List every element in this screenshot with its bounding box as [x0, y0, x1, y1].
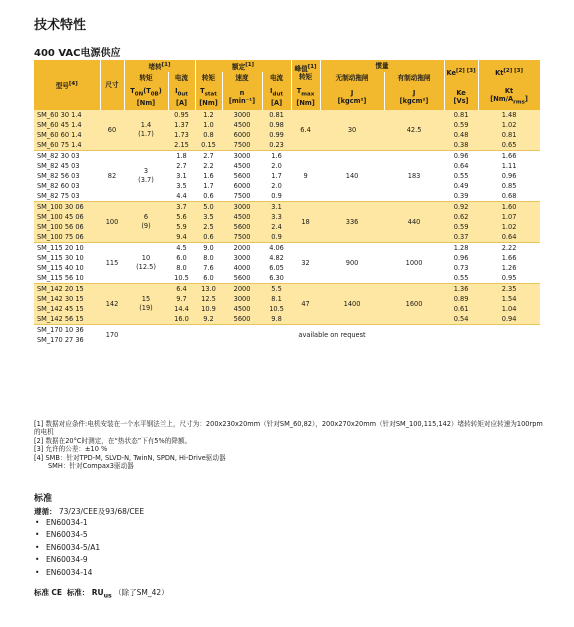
rated-current-cell: 6.30	[262, 273, 291, 284]
footnote: SMH：针对Compax3驱动器	[48, 462, 134, 471]
stall-current-cell: 9.4	[168, 232, 195, 243]
ke-cell: 0.59	[444, 120, 478, 130]
ke-cell: 0.54	[444, 314, 478, 325]
model-cell: SM_82 45 03	[34, 161, 100, 171]
table-row	[34, 110, 540, 120]
kt-cell: 0.95	[478, 273, 540, 284]
rated-speed-cell: 5600	[222, 222, 262, 232]
rated-current-cell: 8.1	[262, 294, 291, 304]
footnote: [2] 数据在20°C时测定，在“热状态”下有5%的降额。	[34, 436, 192, 445]
size-cell: 142	[100, 284, 124, 325]
spec-table-wrapper	[34, 60, 540, 345]
peak-torque-cell: 18	[291, 202, 320, 243]
rated-speed-cell: 2000	[222, 284, 262, 295]
header-model: 型号[4]	[34, 60, 100, 110]
unit-j-with-brake: J [kgcm²]	[384, 84, 444, 110]
table-row	[34, 325, 540, 336]
rated-speed-cell: 4500	[222, 212, 262, 222]
rated-torque-cell: 8.0	[195, 253, 222, 263]
stall-current-cell: 5.9	[168, 222, 195, 232]
rated-current-cell: 0.23	[262, 140, 291, 151]
table-row	[34, 151, 540, 162]
peak-torque-cell: 32	[291, 243, 320, 284]
header-rated-current: 电流	[262, 72, 291, 84]
rated-current-cell: 0.9	[262, 191, 291, 202]
rated-speed-cell: 3000	[222, 202, 262, 213]
stall-current-cell: 5.6	[168, 212, 195, 222]
rated-torque-cell: 2.2	[195, 161, 222, 171]
unit-stall-current: $I_{0ut}$ [A]	[168, 84, 195, 110]
rated-torque-cell: 1.2	[195, 110, 222, 120]
model-cell: SM_82 60 03	[34, 181, 100, 191]
model-cell: SM_60 75 1.4	[34, 140, 100, 151]
rated-torque-cell: 0.15	[195, 140, 222, 151]
bullet-icon: •	[35, 530, 40, 540]
standards-list	[30, 517, 100, 579]
bullet-icon: •	[35, 567, 40, 577]
kt-cell: 1.54	[478, 294, 540, 304]
kt-cell: 1.02	[478, 120, 540, 130]
kt-cell: 1.26	[478, 263, 540, 273]
header-stall: 堵转[1]	[124, 60, 195, 72]
peak-torque-cell: 47	[291, 284, 320, 325]
rated-torque-cell: 12.5	[195, 294, 222, 304]
ce-mark-icon: CE	[51, 588, 63, 597]
rated-current-cell: 9.8	[262, 314, 291, 325]
rated-current-cell: 0.81	[262, 110, 291, 120]
size-cell: 60	[100, 110, 124, 151]
stall-torque-cell	[124, 151, 168, 202]
model-cell: SM_100 45 06	[34, 212, 100, 222]
ke-cell: 0.55	[444, 273, 478, 284]
inertia-brake-cell: 183	[384, 151, 444, 202]
rated-current-cell: 0.99	[262, 130, 291, 140]
stall-torque-brake-value: (12.5)	[136, 263, 156, 271]
stall-current-cell: 6.0	[168, 253, 195, 263]
ke-cell: 0.64	[444, 161, 478, 171]
stall-torque-cell	[124, 284, 168, 325]
certification-marks: 标准 CE 标准： $RU_{us}$ （除了SM_42）	[34, 588, 169, 600]
rated-torque-cell: 0.8	[195, 130, 222, 140]
header-rated-torque: 转矩	[195, 72, 222, 84]
list-item: • EN60034-1	[44, 517, 100, 529]
rated-speed-cell: 5600	[222, 273, 262, 284]
ke-cell: 0.59	[444, 222, 478, 232]
model-cell: SM_142 30 15	[34, 294, 100, 304]
stall-torque-value: 3	[143, 167, 149, 175]
rated-current-cell: 6.05	[262, 263, 291, 273]
ke-cell: 0.38	[444, 140, 478, 151]
rated-current-cell: 2.4	[262, 222, 291, 232]
rated-current-cell: 3.1	[262, 202, 291, 213]
unit-ke: Ke [Vs]	[444, 84, 478, 110]
ke-cell: 0.62	[444, 212, 478, 222]
stall-current-cell: 14.4	[168, 304, 195, 314]
inertia-brake-cell: 1000	[384, 243, 444, 284]
stall-torque-cell	[124, 243, 168, 284]
ul-mark-icon: $RU_{us}$	[91, 588, 112, 600]
rated-speed-cell: 3000	[222, 253, 262, 263]
model-cell: SM_82 30 03	[34, 151, 100, 162]
list-item: • EN60034-9	[44, 554, 100, 566]
stall-current-cell: 3.5	[168, 181, 195, 191]
header-peak: 峰值[1] 转矩	[291, 60, 320, 84]
stall-current-cell: 16.0	[168, 314, 195, 325]
rated-torque-cell: 9.0	[195, 243, 222, 254]
kt-cell: 0.65	[478, 140, 540, 151]
rated-torque-cell: 1.6	[195, 171, 222, 181]
stall-current-cell: 2.7	[168, 161, 195, 171]
kt-cell: 2.35	[478, 284, 540, 295]
ke-cell: 0.89	[444, 294, 478, 304]
inertia-brake-cell: 1600	[384, 284, 444, 325]
size-cell: 82	[100, 151, 124, 202]
rated-current-cell: 5.5	[262, 284, 291, 295]
kt-cell: 0.81	[478, 130, 540, 140]
rated-speed-cell: 3000	[222, 110, 262, 120]
stall-current-cell: 3.7	[168, 202, 195, 213]
model-cell: SM_100 30 06	[34, 202, 100, 213]
inertia-brake-cell: 42.5	[384, 110, 444, 151]
stall-torque-value: 15	[141, 295, 151, 303]
list-item: • EN60034-5/A1	[44, 542, 100, 554]
stall-torque-brake-value: (9)	[141, 222, 151, 230]
header-rated: 额定[1]	[195, 60, 291, 72]
kt-cell: 1.07	[478, 212, 540, 222]
model-cell: SM_82 75 03	[34, 191, 100, 202]
rated-torque-cell: 5.0	[195, 202, 222, 213]
stall-current-cell: 4.4	[168, 191, 195, 202]
rated-speed-cell: 3000	[222, 294, 262, 304]
model-cell: SM_115 56 10	[34, 273, 100, 284]
section-subtitle: 400 VAC电源供应	[34, 48, 121, 59]
page-title: 技术特性	[34, 18, 87, 33]
model-cell: SM_115 20 10	[34, 243, 100, 254]
header-stall-torque: 转矩	[124, 72, 168, 84]
unit-peak: $T_{max}$ [Nm]	[291, 84, 320, 110]
list-item: • EN60034-5	[44, 529, 100, 541]
kt-cell: 0.68	[478, 191, 540, 202]
stall-torque-value: 6	[143, 213, 149, 221]
kt-cell: 0.64	[478, 232, 540, 243]
bullet-icon: •	[35, 518, 40, 527]
rated-speed-cell: 4500	[222, 161, 262, 171]
model-cell: SM_100 75 06	[34, 232, 100, 243]
model-cell: SM_115 30 10	[34, 253, 100, 263]
kt-cell: 1.11	[478, 161, 540, 171]
kt-cell: 2.22	[478, 243, 540, 254]
stall-current-cell: 8.0	[168, 263, 195, 273]
inertia-brake-cell: 440	[384, 202, 444, 243]
unit-rated-speed: n [min⁻¹]	[222, 84, 262, 110]
ke-cell: 0.39	[444, 191, 478, 202]
rated-torque-cell: 1.7	[195, 181, 222, 191]
kt-cell: 1.60	[478, 202, 540, 213]
rated-speed-cell: 4500	[222, 120, 262, 130]
model-cell: SM_60 45 1.4	[34, 120, 100, 130]
unit-rated-current: $I_{dut}$ [A]	[262, 84, 291, 110]
stall-current-cell: 9.7	[168, 294, 195, 304]
list-item: • EN60034-14	[44, 567, 100, 579]
stall-torque-value: 10	[141, 254, 151, 262]
rated-current-cell: 0.98	[262, 120, 291, 130]
size-cell: 115	[100, 243, 124, 284]
rated-speed-cell: 6000	[222, 181, 262, 191]
ke-cell: 0.61	[444, 304, 478, 314]
header-kt: Kt[2] [3]	[478, 60, 540, 84]
kt-cell: 0.85	[478, 181, 540, 191]
ke-cell: 0.92	[444, 202, 478, 213]
header-size: 尺寸	[100, 60, 124, 110]
rated-torque-cell: 9.2	[195, 314, 222, 325]
unit-rated-torque: $T_{stat}$ [Nm]	[195, 84, 222, 110]
peak-torque-cell: 6.4	[291, 110, 320, 151]
header-ke: Ke[2] [3]	[444, 60, 478, 84]
rated-current-cell: 2.0	[262, 161, 291, 171]
kt-cell: 0.94	[478, 314, 540, 325]
standards-heading: 标准	[34, 494, 53, 504]
request-cell: available on request	[124, 325, 540, 346]
rated-current-cell: 2.0	[262, 181, 291, 191]
table-row	[34, 284, 540, 295]
rated-speed-cell: 7500	[222, 140, 262, 151]
kt-cell: 1.66	[478, 253, 540, 263]
stall-torque-brake-value: (1.7)	[138, 130, 154, 138]
stall-torque-brake-value: (19)	[139, 304, 153, 312]
ke-cell: 0.37	[444, 232, 478, 243]
stall-current-cell: 3.1	[168, 171, 195, 181]
rated-speed-cell: 6000	[222, 130, 262, 140]
kt-cell: 1.48	[478, 110, 540, 120]
rated-torque-cell: 7.6	[195, 263, 222, 273]
header-stall-current: 电流	[168, 72, 195, 84]
size-cell: 100	[100, 202, 124, 243]
model-cell: SM_142 45 15	[34, 304, 100, 314]
model-cell: SM_100 56 06	[34, 222, 100, 232]
model-cell: SM_115 40 10	[34, 263, 100, 273]
rated-current-cell: 4.06	[262, 243, 291, 254]
rated-current-cell: 4.82	[262, 253, 291, 263]
directives-line: 遵循： 73/23/CEE及93/68/CEE	[34, 507, 145, 516]
table-body	[34, 110, 540, 345]
stall-torque-cell	[124, 110, 168, 151]
rated-speed-cell: 5600	[222, 171, 262, 181]
model-cell: SM_82 56 03	[34, 171, 100, 181]
stall-current-cell: 6.4	[168, 284, 195, 295]
rated-torque-cell: 0.6	[195, 232, 222, 243]
unit-stall-torque: $T_{0N}(T_{0B})$ [Nm]	[124, 84, 168, 110]
stall-current-cell: 1.73	[168, 130, 195, 140]
model-cell: SM_142 20 15	[34, 284, 100, 295]
inertia-no-brake-cell: 900	[320, 243, 384, 284]
size-cell: 170	[100, 325, 124, 346]
kt-cell: 1.04	[478, 304, 540, 314]
rated-current-cell: 0.9	[262, 232, 291, 243]
rated-speed-cell: 7500	[222, 232, 262, 243]
bullet-icon: •	[35, 555, 40, 565]
header-inertia: 惯量	[320, 60, 444, 72]
kt-cell: 1.02	[478, 222, 540, 232]
footnotes	[34, 420, 544, 470]
rated-torque-cell: 6.0	[195, 273, 222, 284]
stall-current-cell: 1.37	[168, 120, 195, 130]
model-cell: SM_170 10 36	[34, 325, 100, 336]
rated-speed-cell: 7500	[222, 191, 262, 202]
rated-torque-cell: 1.0	[195, 120, 222, 130]
rated-current-cell: 1.7	[262, 171, 291, 181]
model-cell: SM_60 60 1.4	[34, 130, 100, 140]
footnote: [3] 允许的公差：±10 %	[34, 445, 108, 454]
ke-cell: 0.48	[444, 130, 478, 140]
rated-current-cell: 10.5	[262, 304, 291, 314]
ke-cell: 0.55	[444, 171, 478, 181]
rated-current-cell: 3.3	[262, 212, 291, 222]
bullet-icon: •	[35, 542, 40, 552]
stall-current-cell: 10.5	[168, 273, 195, 284]
stall-current-cell: 4.5	[168, 243, 195, 254]
kt-cell: 1.66	[478, 151, 540, 162]
rated-torque-cell: 2.7	[195, 151, 222, 162]
kt-cell: 0.96	[478, 171, 540, 181]
ke-cell: 1.36	[444, 284, 478, 295]
rated-speed-cell: 5600	[222, 314, 262, 325]
rated-torque-cell: 0.6	[195, 191, 222, 202]
table-row	[34, 243, 540, 254]
inertia-no-brake-cell: 140	[320, 151, 384, 202]
rated-torque-cell: 13.0	[195, 284, 222, 295]
unit-j-no-brake: J [kgcm²]	[320, 84, 384, 110]
ke-cell: 0.96	[444, 151, 478, 162]
inertia-no-brake-cell: 1400	[320, 284, 384, 325]
model-cell: SM_170 27 36	[34, 335, 100, 345]
rated-speed-cell: 4500	[222, 304, 262, 314]
unit-kt: Kt $[Nm/A_{rms}]$	[478, 84, 540, 110]
model-cell: SM_60 30 1.4	[34, 110, 100, 120]
footnote: [4] SMB：针对TPD-M, SLVD-N, TwinN, SPDN, Hi-Drive驱动器	[34, 453, 226, 462]
stall-current-cell: 2.15	[168, 140, 195, 151]
header-with-brake: 有制动拖闸	[384, 72, 444, 84]
stall-torque-cell	[124, 202, 168, 243]
rated-speed-cell: 3000	[222, 151, 262, 162]
rated-speed-cell: 4000	[222, 263, 262, 273]
rated-speed-cell: 2000	[222, 243, 262, 254]
ke-cell: 0.96	[444, 253, 478, 263]
rated-current-cell: 1.6	[262, 151, 291, 162]
rated-torque-cell: 10.9	[195, 304, 222, 314]
spec-table	[34, 60, 541, 345]
rated-torque-cell: 3.5	[195, 212, 222, 222]
ke-cell: 0.73	[444, 263, 478, 273]
stall-current-cell: 1.8	[168, 151, 195, 162]
ke-cell: 1.28	[444, 243, 478, 254]
ke-cell: 0.81	[444, 110, 478, 120]
inertia-no-brake-cell: 336	[320, 202, 384, 243]
table-row	[34, 202, 540, 213]
inertia-no-brake-cell: 30	[320, 110, 384, 151]
rated-torque-cell: 2.5	[195, 222, 222, 232]
header-no-brake: 无制动拖闸	[320, 72, 384, 84]
stall-torque-value: 1.4	[140, 121, 152, 129]
model-cell: SM_142 56 15	[34, 314, 100, 325]
ke-cell: 0.49	[444, 181, 478, 191]
footnote: [1] 数据对应条件:电机安装在一个水平钢法兰上，尺寸为：200x230x20mm（针对SM_60,82），200x270x20mm（针对SM_100,115,142）堵转转矩对应转速为100rpm的电机	[34, 420, 543, 437]
stall-current-cell: 0.95	[168, 110, 195, 120]
stall-torque-brake-value: (3.7)	[138, 176, 154, 184]
header-rated-speed: 速度	[222, 72, 262, 84]
peak-torque-cell: 9	[291, 151, 320, 202]
